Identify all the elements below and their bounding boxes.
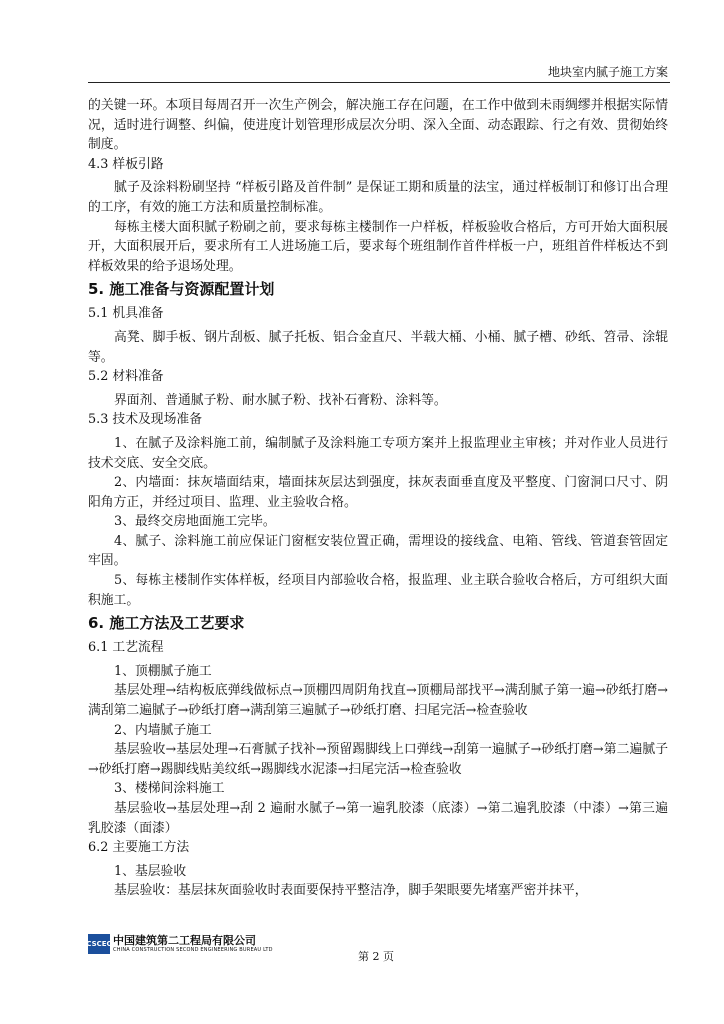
- chapter-heading-5: 5. 施工准备与资源配置计划: [88, 280, 275, 299]
- paragraph: 2、内墙腻子施工: [114, 722, 212, 738]
- paragraph: 基层验收→基层处理→石膏腻子找补→预留踢脚线上口弹线→刮第一遍腻子→砂纸打磨→第二遍腻子→砂纸打磨→踢脚线贴美纹纸→踢脚线水泥漆→扫尾完活→检查验收: [88, 742, 668, 777]
- cscec-logo-icon: CSCEC: [88, 934, 110, 954]
- section-heading-4-3: 4.3 样板引路: [88, 156, 164, 172]
- paragraph: 3、最终交房地面施工完毕。: [114, 514, 276, 530]
- document-body: [88, 96, 668, 901]
- company-logo: [88, 934, 273, 954]
- page-number: 第 2 页: [358, 950, 394, 963]
- document-title: 地块室内腻子施工方案: [547, 65, 668, 79]
- section-heading-6-2: 6.2 主要施工方法: [88, 840, 190, 856]
- section-heading-5-1: 5.1 机具准备: [88, 306, 164, 322]
- paragraph: 4、腻子、涂料施工前应保证门窗框安装位置正确，需埋设的接线盒、电箱、管线、管道套管固定牢固。: [88, 533, 668, 569]
- paragraph: 2、内墙面：抹灰墙面结束，墙面抹灰层达到强度，抹灰表面垂直度及平整度、门窗洞口尺寸、阴阳角方正，并经过项目、监理、业主验收合格。: [88, 475, 668, 510]
- chapter-heading-6: 6. 施工方法及工艺要求: [88, 614, 245, 633]
- paragraph: 基层验收：基层抹灰面验收时表面要保持平整洁净，脚手架眼要先堵塞严密并抹平，: [114, 883, 588, 899]
- section-heading-5-2: 5.2 材料准备: [88, 369, 164, 385]
- paragraph: 基层处理→结构板底弹线做标点→顶棚四周阴角找直→顶棚局部找平→满刮腻子第一遍→砂纸打磨→满刮第二遍腻子→砂纸打磨→满刮第三遍腻子→砂纸打磨、扫尾完活→检查验收: [88, 683, 668, 719]
- section-heading-5-3: 5.3 技术及现场准备: [88, 412, 202, 428]
- paragraph: 1、基层验收: [114, 863, 187, 879]
- paragraph: 5、每栋主楼制作实体样板，经项目内部验收合格，报监理、业主联合验收合格后，方可组织大面积施工。: [88, 573, 668, 608]
- page-footer: [88, 934, 670, 962]
- paragraph: 1、在腻子及涂料施工前，编制腻子及涂料施工专项方案并上报监理业主审核；并对作业人员进行技术交底、安全交底。: [88, 435, 668, 471]
- paragraph: 的关键一环。本项目每周召开一次生产例会，解决施工存在问题，在工作中做到未雨绸缪并根据实际情况，适时进行调整、纠偏，使进度计划管理形成层次分明、深入全面、动态跟踪、行之有效、贯彻始终制度。: [88, 98, 668, 153]
- paragraph: 3、楼梯间涂料施工: [114, 781, 225, 797]
- company-name-en: CHINA CONSTRUCTION SECOND ENGINEERING BUREAU LTD: [113, 946, 273, 953]
- paragraph: 界面剂、普通腻子粉、耐水腻子粉、找补石膏粉、涂料等。: [114, 392, 447, 408]
- paragraph: 基层验收→基层处理→刮 2 遍耐水腻子→第一遍乳胶漆（底漆）→第二遍乳胶漆（中漆）→第三遍乳胶漆（面漆）: [88, 801, 668, 836]
- paragraph: 每栋主楼大面积腻子粉刷之前，要求每栋主楼制作一户样板，样板验收合格后，方可开始大面积展开，大面积展开后，要求所有工人进场施工后，要求每个班组制作首件样板一户，班组首件样板达不到样板效果的给予退场处理。: [88, 219, 668, 274]
- paragraph: 高凳、脚手板、钢片刮板、腻子托板、铝合金直尺、半载大桶、小桶、腻子槽、砂纸、笤帚、涂辊等。: [88, 329, 668, 365]
- page-header: [88, 60, 670, 83]
- paragraph: 1、顶棚腻子施工: [114, 663, 212, 679]
- paragraph: 腻子及涂料粉刷坚持 “样板引路及首件制” 是保证工期和质量的法宝，通过样板制订和修订出合理的工序，有效的施工方法和质量控制标准。: [88, 180, 668, 215]
- company-name-cn: 中国建筑第二工程局有限公司: [113, 933, 256, 947]
- section-heading-6-1: 6.1 工艺流程: [88, 640, 164, 656]
